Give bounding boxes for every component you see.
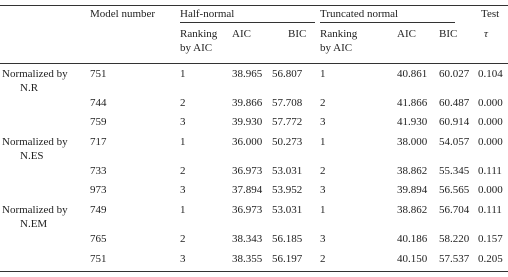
tau-value: 0.000 <box>478 116 503 128</box>
hn-bic: 53.031 <box>272 204 303 216</box>
hn-rank: 3 <box>180 184 186 196</box>
group-label-nr-line2: N.R <box>20 82 39 94</box>
hn-rank: 2 <box>180 165 186 177</box>
group-label-nes-line2: N.ES <box>20 150 44 162</box>
tn-aic: 40.150 <box>397 253 428 265</box>
tn-aic: 40.186 <box>397 233 428 245</box>
header-tn-aic: AIC <box>397 28 416 40</box>
model-number: 765 <box>90 233 107 245</box>
hn-bic: 56.807 <box>272 68 303 80</box>
tn-aic: 39.894 <box>397 184 428 196</box>
header-test: Test <box>481 8 500 20</box>
tn-rank: 3 <box>320 116 326 128</box>
header-tn-ranking-line2: by AIC <box>320 42 353 54</box>
hn-aic: 38.343 <box>232 233 263 245</box>
tn-rank: 3 <box>320 233 326 245</box>
hn-aic: 36.000 <box>232 136 263 148</box>
tn-bic: 60.027 <box>439 68 470 80</box>
hn-aic: 37.894 <box>232 184 263 196</box>
tn-rank: 1 <box>320 68 326 80</box>
tn-bic: 60.914 <box>439 116 470 128</box>
top-rule <box>0 5 508 6</box>
tn-rank: 2 <box>320 165 326 177</box>
model-number: 744 <box>90 97 107 109</box>
hn-bic: 56.197 <box>272 253 303 265</box>
tn-bic: 55.345 <box>439 165 470 177</box>
tau-value: 0.000 <box>478 136 503 148</box>
tau-value: 0.111 <box>478 204 502 216</box>
hn-aic: 36.973 <box>232 204 263 216</box>
tau-value: 0.104 <box>478 68 503 80</box>
header-hn-ranking: Ranking <box>180 28 218 40</box>
header-truncated-normal: Truncated normal <box>320 8 399 20</box>
model-number: 717 <box>90 136 107 148</box>
tn-bic: 60.487 <box>439 97 470 109</box>
hn-aic: 39.930 <box>232 116 263 128</box>
tn-rank: 2 <box>320 97 326 109</box>
tn-bic: 58.220 <box>439 233 470 245</box>
hn-aic: 36.973 <box>232 165 263 177</box>
tau-value: 0.157 <box>478 233 503 245</box>
hn-bic: 57.708 <box>272 97 303 109</box>
group-label-nem-line2: N.EM <box>20 218 48 230</box>
hn-bic: 53.952 <box>272 184 303 196</box>
hn-rank: 1 <box>180 204 186 216</box>
tn-aic: 41.866 <box>397 97 428 109</box>
header-tau: τ <box>484 28 488 40</box>
model-number: 751 <box>90 68 107 80</box>
tn-aic: 40.861 <box>397 68 428 80</box>
hn-aic: 38.355 <box>232 253 263 265</box>
hn-aic: 38.965 <box>232 68 263 80</box>
hn-aic: 39.866 <box>232 97 263 109</box>
header-model-number: Model number <box>90 8 156 20</box>
tau-value: 0.205 <box>478 253 503 265</box>
tn-bic: 56.704 <box>439 204 470 216</box>
tn-rank: 1 <box>320 204 326 216</box>
tn-aic: 38.862 <box>397 165 428 177</box>
model-number: 759 <box>90 116 107 128</box>
model-number: 751 <box>90 253 107 265</box>
half-normal-underline <box>180 22 315 23</box>
hn-rank: 1 <box>180 136 186 148</box>
hn-rank: 2 <box>180 97 186 109</box>
tn-aic: 38.000 <box>397 136 428 148</box>
tn-rank: 1 <box>320 136 326 148</box>
tn-bic: 56.565 <box>439 184 470 196</box>
bottom-rule <box>0 271 508 272</box>
header-hn-aic: AIC <box>232 28 251 40</box>
tau-value: 0.000 <box>478 184 503 196</box>
header-tn-ranking: Ranking <box>320 28 358 40</box>
hn-bic: 56.185 <box>272 233 303 245</box>
model-number: 733 <box>90 165 107 177</box>
hn-bic: 50.273 <box>272 136 303 148</box>
tau-value: 0.000 <box>478 97 503 109</box>
header-tn-bic: BIC <box>439 28 458 40</box>
hn-rank: 3 <box>180 253 186 265</box>
header-hn-ranking-line2: by AIC <box>180 42 213 54</box>
header-bottom-rule <box>0 63 508 64</box>
tn-aic: 41.930 <box>397 116 428 128</box>
tn-bic: 57.537 <box>439 253 470 265</box>
tau-value: 0.111 <box>478 165 502 177</box>
header-half-normal: Half-normal <box>180 8 235 20</box>
tn-rank: 3 <box>320 184 326 196</box>
header-hn-bic: BIC <box>288 28 307 40</box>
truncated-normal-underline <box>320 22 455 23</box>
hn-bic: 53.031 <box>272 165 303 177</box>
group-label-nem: Normalized by <box>2 204 68 216</box>
hn-bic: 57.772 <box>272 116 303 128</box>
model-number: 749 <box>90 204 107 216</box>
model-number: 973 <box>90 184 107 196</box>
group-label-nr: Normalized by <box>2 68 68 80</box>
tn-aic: 38.862 <box>397 204 428 216</box>
group-label-nes: Normalized by <box>2 136 68 148</box>
tn-bic: 54.057 <box>439 136 470 148</box>
hn-rank: 1 <box>180 68 186 80</box>
hn-rank: 2 <box>180 233 186 245</box>
tn-rank: 2 <box>320 253 326 265</box>
hn-rank: 3 <box>180 116 186 128</box>
